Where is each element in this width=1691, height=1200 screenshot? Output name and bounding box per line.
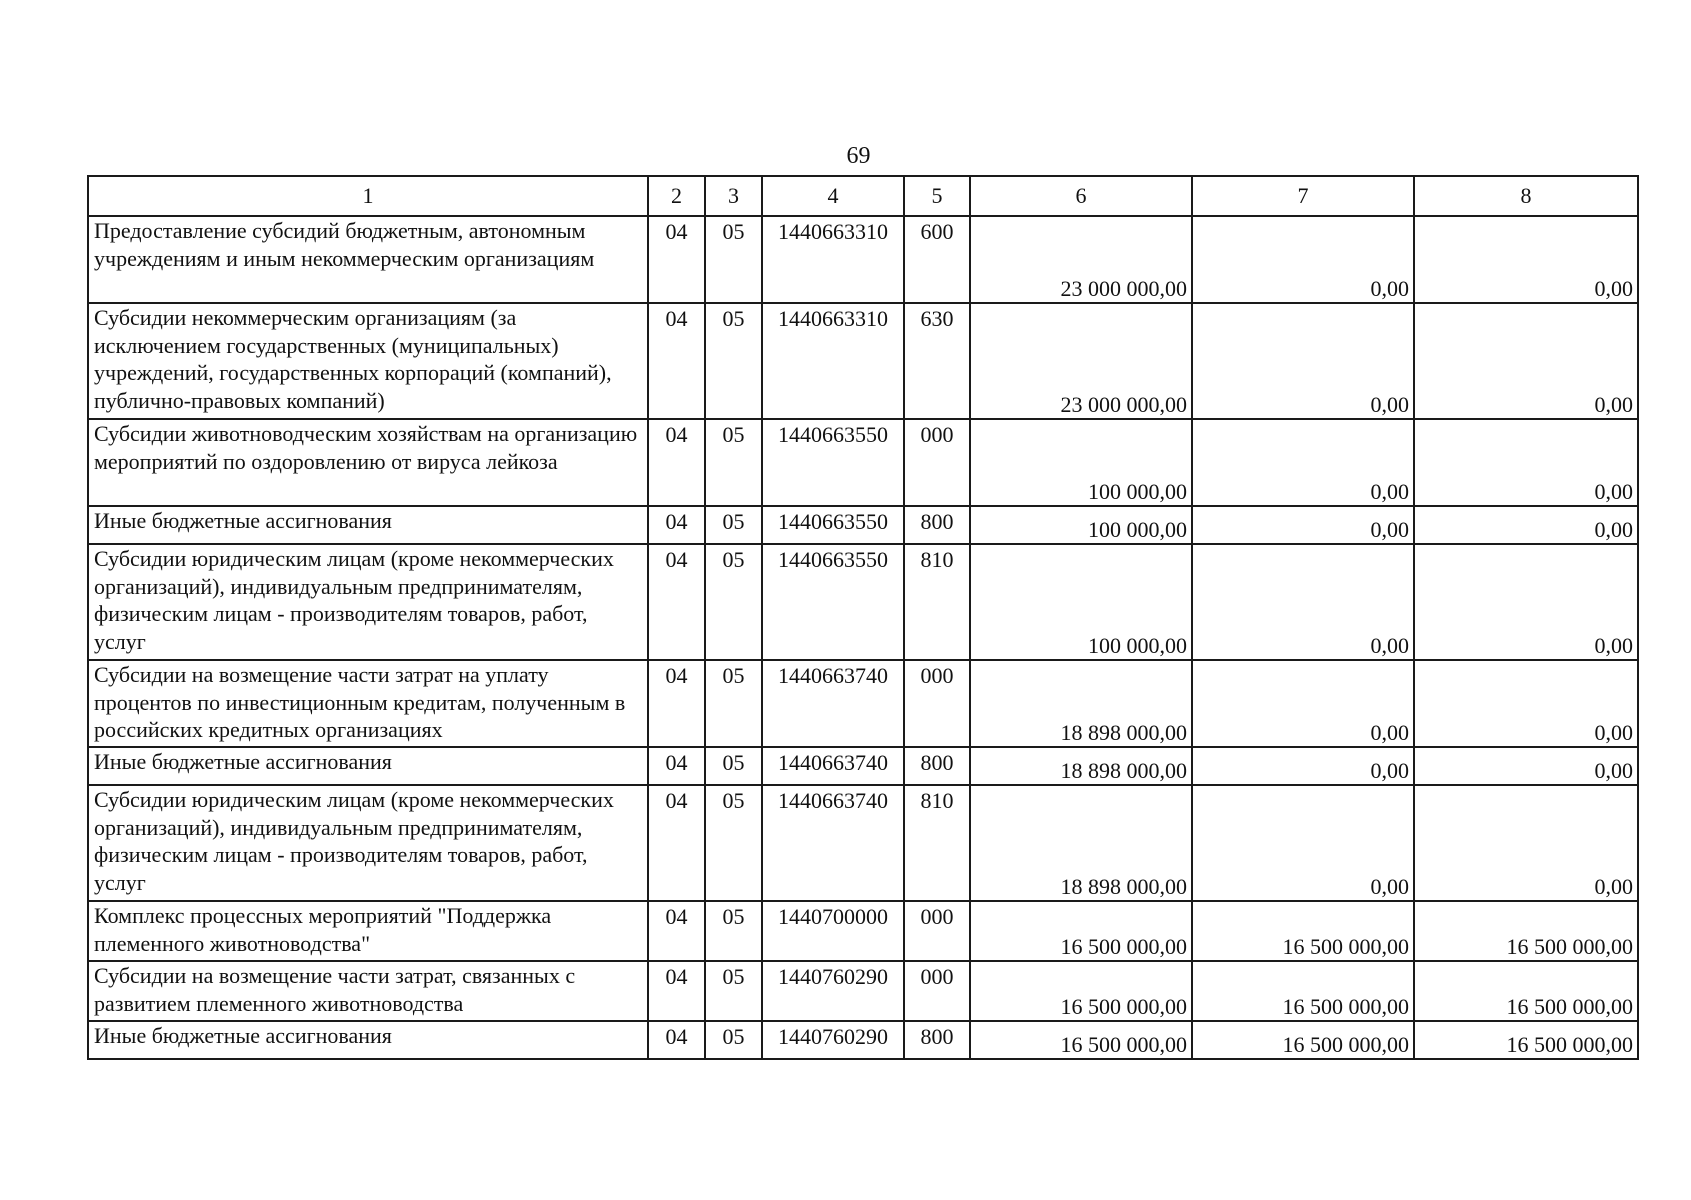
expense-type-code: 800 [904, 1021, 970, 1059]
subsection-code: 05 [705, 506, 762, 544]
column-header: 4 [762, 176, 904, 216]
target-article-code: 1440663740 [762, 747, 904, 785]
column-header: 3 [705, 176, 762, 216]
target-article-code: 1440760290 [762, 1021, 904, 1059]
expense-type-code: 000 [904, 419, 970, 506]
expense-type-code: 630 [904, 303, 970, 419]
expense-type-code: 000 [904, 660, 970, 747]
section-code: 04 [648, 216, 705, 303]
subsection-code: 05 [705, 660, 762, 747]
section-code: 04 [648, 544, 705, 660]
amount-col-6: 23 000 000,00 [970, 303, 1192, 419]
amount-col-8: 0,00 [1414, 506, 1638, 544]
target-article-code: 1440663740 [762, 660, 904, 747]
row-description: Субсидии юридическим лицам (кроме некоммерческих организаций), индивидуальным предпринимателям, физическим лицам - производителям товаров, работ, услуг [88, 544, 648, 660]
amount-col-8: 0,00 [1414, 785, 1638, 901]
table-row [88, 747, 1638, 785]
target-article-code: 1440663310 [762, 216, 904, 303]
section-code: 04 [648, 303, 705, 419]
row-description: Иные бюджетные ассигнования [88, 747, 648, 785]
subsection-code: 05 [705, 901, 762, 961]
row-description: Комплекс процессных мероприятий "Поддержка племенного животноводства" [88, 901, 648, 961]
expense-type-code: 800 [904, 747, 970, 785]
amount-col-8: 0,00 [1414, 747, 1638, 785]
table-row [88, 506, 1638, 544]
table-row [88, 303, 1638, 419]
section-code: 04 [648, 1021, 705, 1059]
section-code: 04 [648, 901, 705, 961]
table-header-row [88, 176, 1638, 216]
table-row [88, 901, 1638, 961]
amount-col-6: 16 500 000,00 [970, 961, 1192, 1021]
expense-type-code: 810 [904, 785, 970, 901]
amount-col-8: 0,00 [1414, 660, 1638, 747]
table-row [88, 961, 1638, 1021]
amount-col-6: 18 898 000,00 [970, 660, 1192, 747]
amount-col-6: 100 000,00 [970, 544, 1192, 660]
target-article-code: 1440760290 [762, 961, 904, 1021]
subsection-code: 05 [705, 303, 762, 419]
table-row [88, 785, 1638, 901]
target-article-code: 1440663310 [762, 303, 904, 419]
target-article-code: 1440663550 [762, 544, 904, 660]
amount-col-7: 0,00 [1192, 660, 1414, 747]
target-article-code: 1440663550 [762, 419, 904, 506]
subsection-code: 05 [705, 216, 762, 303]
table-row [88, 1021, 1638, 1059]
column-header: 7 [1192, 176, 1414, 216]
amount-col-6: 16 500 000,00 [970, 901, 1192, 961]
table-row [88, 419, 1638, 506]
amount-col-8: 0,00 [1414, 303, 1638, 419]
subsection-code: 05 [705, 419, 762, 506]
amount-col-6: 18 898 000,00 [970, 747, 1192, 785]
row-description: Субсидии животноводческим хозяйствам на организацию мероприятий по оздоровлению от вируса лейкоза [88, 419, 648, 506]
amount-col-7: 16 500 000,00 [1192, 1021, 1414, 1059]
amount-col-7: 0,00 [1192, 747, 1414, 785]
expense-type-code: 800 [904, 506, 970, 544]
row-description: Субсидии некоммерческим организациям (за исключением государственных (муниципальных) учреждений, государственных корпораций (компаний), публично-правовых компаний) [88, 303, 648, 419]
table-row [88, 660, 1638, 747]
subsection-code: 05 [705, 747, 762, 785]
column-header: 2 [648, 176, 705, 216]
amount-col-6: 100 000,00 [970, 419, 1192, 506]
amount-col-7: 0,00 [1192, 785, 1414, 901]
row-description: Субсидии юридическим лицам (кроме некоммерческих организаций), индивидуальным предпринимателям, физическим лицам - производителям товаров, работ, услуг [88, 785, 648, 901]
row-description: Иные бюджетные ассигнования [88, 1021, 648, 1059]
table-row [88, 216, 1638, 303]
expense-type-code: 000 [904, 961, 970, 1021]
amount-col-7: 16 500 000,00 [1192, 901, 1414, 961]
amount-col-8: 0,00 [1414, 544, 1638, 660]
expense-type-code: 810 [904, 544, 970, 660]
section-code: 04 [648, 660, 705, 747]
expense-type-code: 600 [904, 216, 970, 303]
subsection-code: 05 [705, 785, 762, 901]
target-article-code: 1440663550 [762, 506, 904, 544]
row-description: Субсидии на возмещение части затрат на уплату процентов по инвестиционным кредитам, полученным в российских кредитных организациях [88, 660, 648, 747]
section-code: 04 [648, 506, 705, 544]
amount-col-6: 16 500 000,00 [970, 1021, 1192, 1059]
row-description: Субсидии на возмещение части затрат, связанных с развитием племенного животноводства [88, 961, 648, 1021]
subsection-code: 05 [705, 1021, 762, 1059]
amount-col-8: 0,00 [1414, 216, 1638, 303]
amount-col-6: 18 898 000,00 [970, 785, 1192, 901]
section-code: 04 [648, 747, 705, 785]
amount-col-8: 0,00 [1414, 419, 1638, 506]
subsection-code: 05 [705, 544, 762, 660]
section-code: 04 [648, 785, 705, 901]
column-header: 5 [904, 176, 970, 216]
column-header: 6 [970, 176, 1192, 216]
amount-col-8: 16 500 000,00 [1414, 1021, 1638, 1059]
amount-col-7: 0,00 [1192, 216, 1414, 303]
amount-col-7: 0,00 [1192, 506, 1414, 544]
column-header: 8 [1414, 176, 1638, 216]
target-article-code: 1440663740 [762, 785, 904, 901]
table-row [88, 544, 1638, 660]
amount-col-8: 16 500 000,00 [1414, 961, 1638, 1021]
amount-col-8: 16 500 000,00 [1414, 901, 1638, 961]
amount-col-7: 0,00 [1192, 303, 1414, 419]
section-code: 04 [648, 419, 705, 506]
subsection-code: 05 [705, 961, 762, 1021]
amount-col-7: 16 500 000,00 [1192, 961, 1414, 1021]
column-header: 1 [88, 176, 648, 216]
row-description: Предоставление субсидий бюджетным, автономным учреждениям и иным некоммерческим организациям [88, 216, 648, 303]
section-code: 04 [648, 961, 705, 1021]
amount-col-7: 0,00 [1192, 544, 1414, 660]
expense-type-code: 000 [904, 901, 970, 961]
amount-col-6: 100 000,00 [970, 506, 1192, 544]
target-article-code: 1440700000 [762, 901, 904, 961]
amount-col-6: 23 000 000,00 [970, 216, 1192, 303]
amount-col-7: 0,00 [1192, 419, 1414, 506]
row-description: Иные бюджетные ассигнования [88, 506, 648, 544]
budget-table [87, 175, 1639, 1060]
page-number: 69 [846, 143, 871, 169]
